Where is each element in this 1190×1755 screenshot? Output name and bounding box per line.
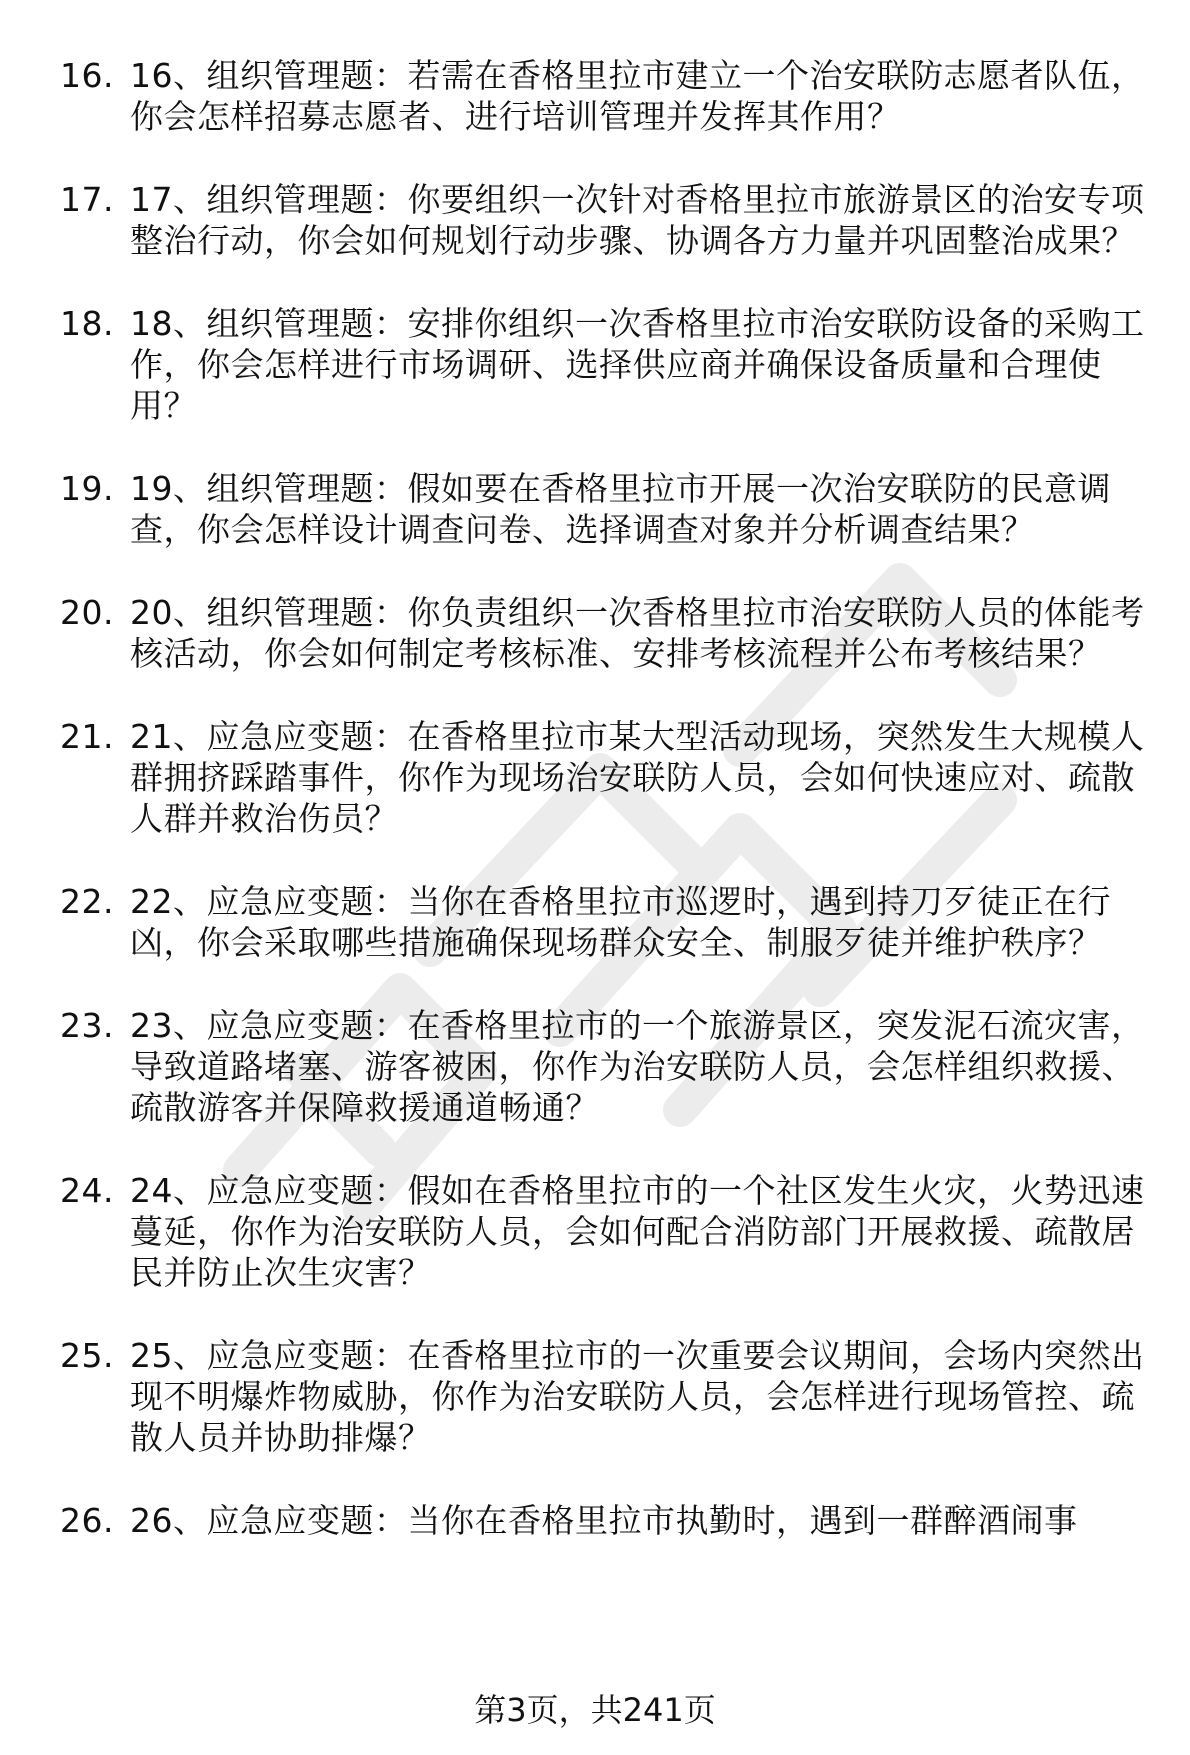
question-number: 20. bbox=[60, 593, 114, 632]
question-text: 18、组织管理题：安排你组织一次香格里拉市治安联防设备的采购工作，你会怎样进行市场调研、选择供应商并确保设备质量和合理使用？ bbox=[130, 304, 1145, 425]
question-number: 25. bbox=[60, 1336, 114, 1375]
question-text: 23、应急应变题：在香格里拉市的一个旅游景区，突发泥石流灾害，导致道路堵塞、游客被困，你作为治安联防人员，会怎样组织救援、疏散游客并保障救援通道畅通？ bbox=[130, 1006, 1145, 1127]
question-item-23 bbox=[60, 1005, 1160, 1128]
question-item-22 bbox=[60, 881, 1160, 963]
question-number: 23. bbox=[60, 1006, 114, 1045]
question-item-24 bbox=[60, 1170, 1160, 1293]
question-number: 17. bbox=[60, 180, 114, 219]
question-text: 24、应急应变题：假如在香格里拉市的一个社区发生火灾，火势迅速蔓延，你作为治安联防人员，会如何配合消防部门开展救援、疏散居民并防止次生灾害？ bbox=[130, 1171, 1145, 1292]
question-text: 21、应急应变题：在香格里拉市某大型活动现场，突然发生大规模人群拥挤踩踏事件，你作为现场治安联防人员，会如何快速应对、疏散人群并救治伤员？ bbox=[130, 717, 1145, 838]
question-item-26 bbox=[60, 1500, 1160, 1541]
question-text: 20、组织管理题：你负责组织一次香格里拉市治安联防人员的体能考核活动，你会如何制定考核标准、安排考核流程并公布考核结果？ bbox=[130, 593, 1145, 673]
question-number: 22. bbox=[60, 882, 114, 921]
question-text: 22、应急应变题：当你在香格里拉市巡逻时，遇到持刀歹徒正在行凶，你会采取哪些措施确保现场群众安全、制服歹徒并维护秩序？ bbox=[130, 882, 1111, 962]
question-text: 16、组织管理题：若需在香格里拉市建立一个治安联防志愿者队伍，你会怎样招募志愿者、进行培训管理并发挥其作用？ bbox=[130, 56, 1145, 136]
question-text: 19、组织管理题：假如要在香格里拉市开展一次治安联防的民意调查，你会怎样设计调查问卷、选择调查对象并分析调查结果？ bbox=[130, 469, 1111, 549]
question-item-16 bbox=[60, 55, 1160, 137]
question-item-25 bbox=[60, 1335, 1160, 1458]
question-text: 25、应急应变题：在香格里拉市的一次重要会议期间，会场内突然出现不明爆炸物威胁，你作为治安联防人员，会怎样进行现场管控、疏散人员并协助排爆？ bbox=[130, 1336, 1145, 1457]
question-number: 18. bbox=[60, 304, 114, 343]
question-item-18 bbox=[60, 303, 1160, 426]
question-number: 21. bbox=[60, 717, 114, 756]
question-number: 19. bbox=[60, 469, 114, 508]
question-item-17 bbox=[60, 179, 1160, 261]
question-number: 26. bbox=[60, 1501, 114, 1540]
page-number-label: 第3页，共241页 bbox=[474, 1691, 716, 1729]
question-text: 26、应急应变题：当你在香格里拉市执勤时，遇到一群醉酒闹事 bbox=[130, 1501, 1078, 1540]
question-number: 24. bbox=[60, 1171, 114, 1210]
question-item-19 bbox=[60, 468, 1160, 550]
question-item-21 bbox=[60, 716, 1160, 839]
question-item-20 bbox=[60, 592, 1160, 674]
question-list bbox=[60, 55, 1160, 1583]
question-text: 17、组织管理题：你要组织一次针对香格里拉市旅游景区的治安专项整治行动，你会如何规划行动步骤、协调各方力量并巩固整治成果？ bbox=[130, 180, 1145, 260]
page-footer bbox=[0, 1690, 1190, 1730]
question-number: 16. bbox=[60, 56, 114, 95]
